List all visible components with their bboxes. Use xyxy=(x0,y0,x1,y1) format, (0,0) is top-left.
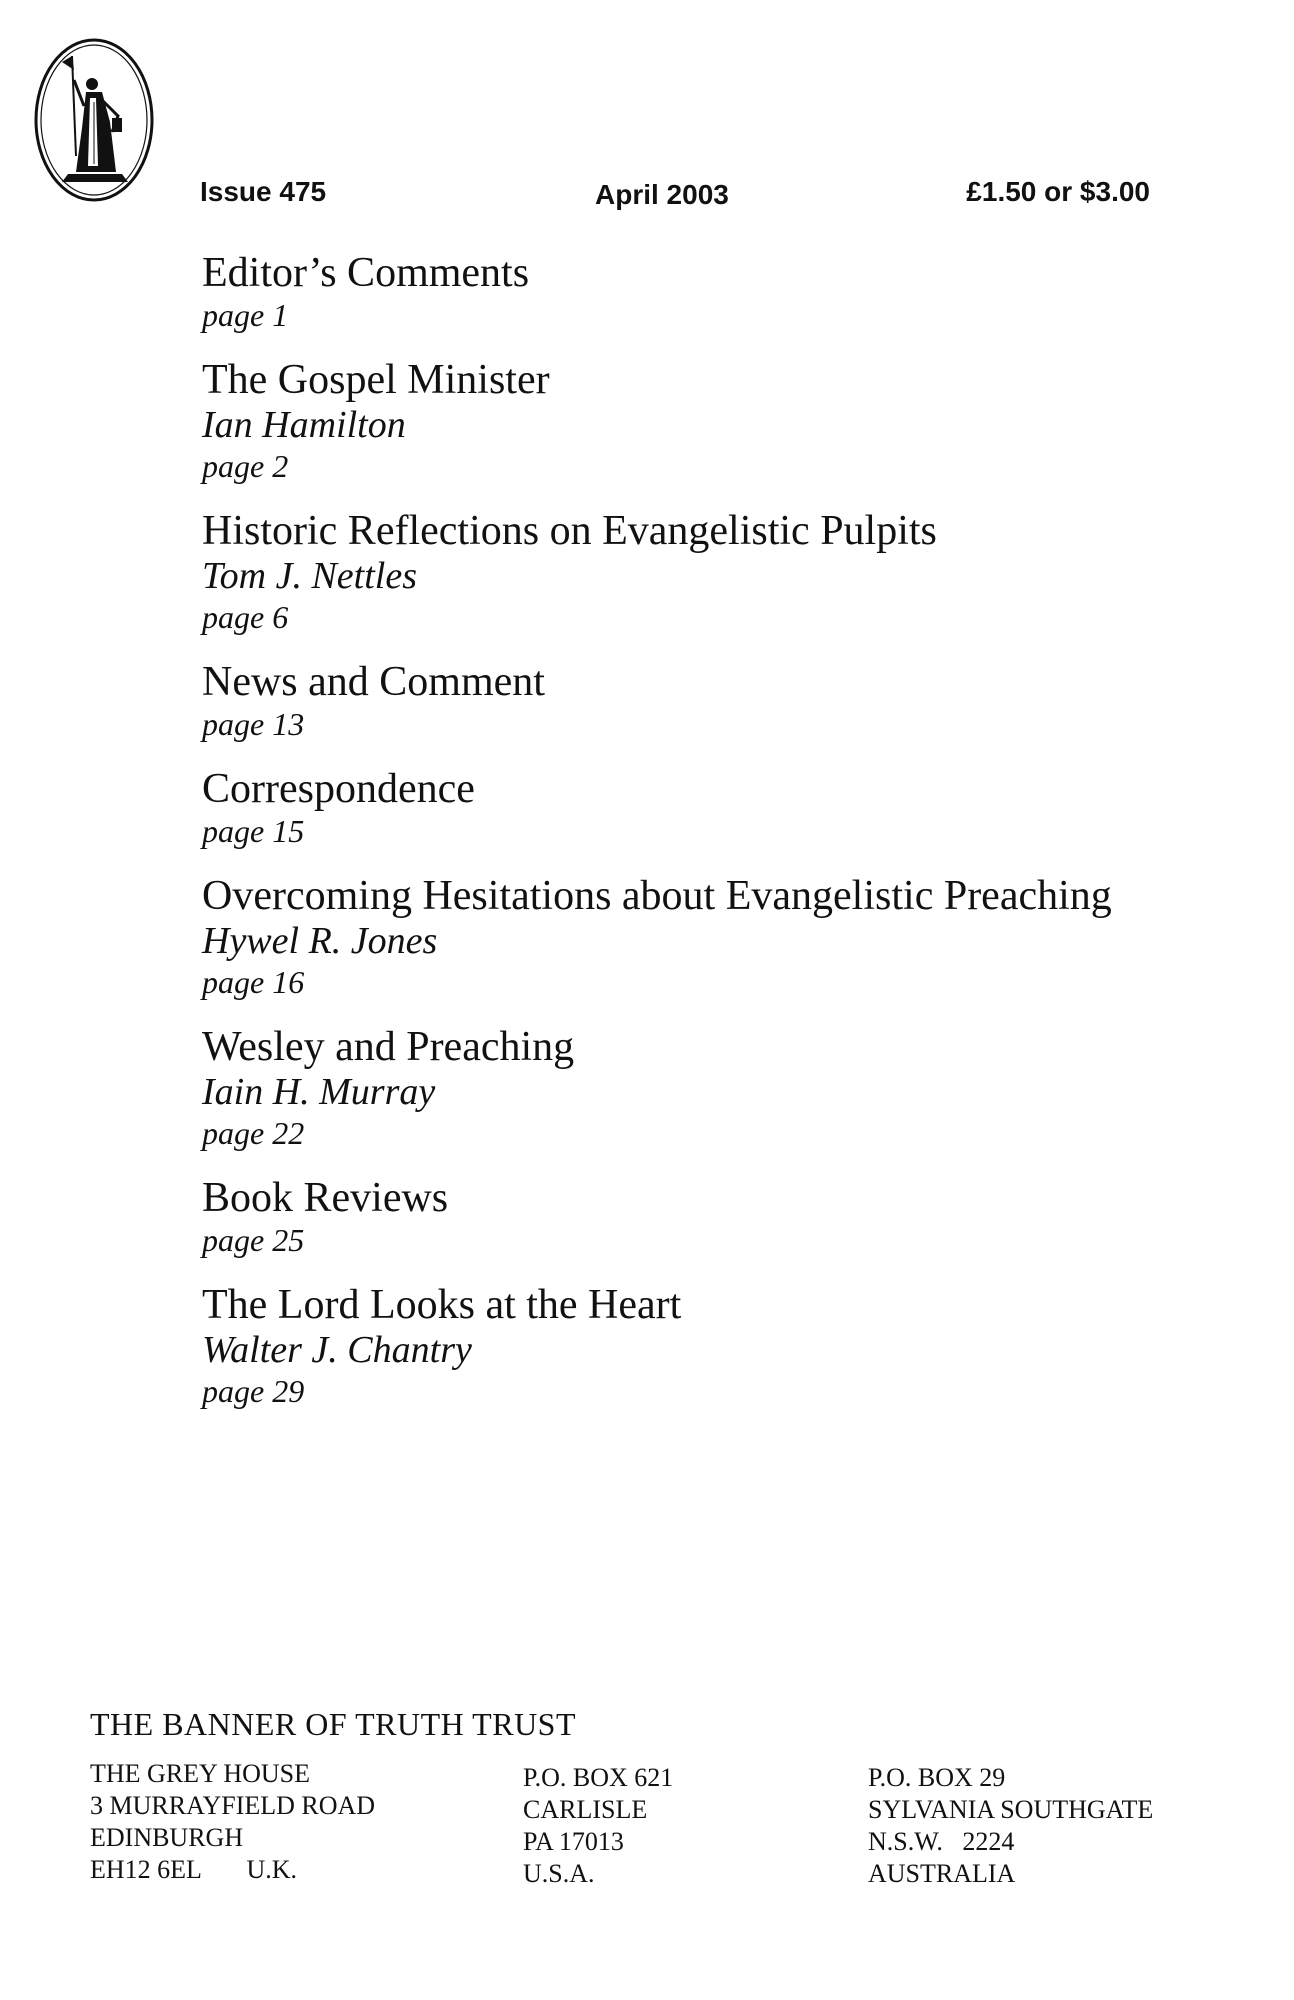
address-line: CARLISLE xyxy=(523,1795,648,1824)
address-line: U.S.A. xyxy=(523,1859,595,1888)
issue-price: £1.50 or $3.00 xyxy=(966,176,1150,207)
publisher-name: THE BANNER OF TRUTH TRUST xyxy=(90,1706,577,1742)
article-author: Walter J. Chantry xyxy=(202,1329,472,1371)
table-of-contents xyxy=(202,250,1202,1433)
article-page: page 29 xyxy=(202,1373,305,1409)
article-page: page 25 xyxy=(202,1222,305,1258)
address-line: P.O. BOX 621 xyxy=(523,1763,674,1792)
address-line: EH12 6EL U.K. xyxy=(90,1855,298,1884)
article-title: Book Reviews xyxy=(202,1175,449,1221)
article-title: Editor’s Comments xyxy=(202,250,530,296)
article-author: Ian Hamilton xyxy=(202,404,406,446)
banner-bearer-logo-icon xyxy=(32,36,156,204)
article-page: page 6 xyxy=(202,599,289,635)
article-author: Tom J. Nettles xyxy=(202,555,417,597)
address-line: N.S.W. 2224 xyxy=(868,1827,1015,1856)
issue-date: April 2003 xyxy=(595,179,729,210)
article-title: Historic Reflections on Evangelistic Pulpits xyxy=(202,508,937,554)
address-line: EDINBURGH xyxy=(90,1823,244,1852)
address-uk xyxy=(90,1758,375,1886)
toc-entry xyxy=(202,357,1202,485)
article-page: page 13 xyxy=(202,706,305,742)
address-line: PA 17013 xyxy=(523,1827,624,1856)
article-title: The Gospel Minister xyxy=(202,357,550,403)
article-title: News and Comment xyxy=(202,659,545,705)
article-page: page 1 xyxy=(202,297,289,333)
article-author: Hywel R. Jones xyxy=(202,920,438,962)
article-author: Iain H. Murray xyxy=(202,1071,436,1113)
publisher-footer xyxy=(90,1706,1270,1888)
address-line: P.O. BOX 29 xyxy=(868,1763,1006,1792)
toc-entry xyxy=(202,1282,1202,1410)
article-title: Overcoming Hesitations about Evangelistic Preaching xyxy=(202,873,1112,919)
address-usa xyxy=(523,1762,673,1890)
article-title: Correspondence xyxy=(202,766,475,812)
article-title: The Lord Looks at the Heart xyxy=(202,1282,682,1328)
toc-entry xyxy=(202,766,1202,850)
address-line: SYLVANIA SOUTHGATE xyxy=(868,1795,1154,1824)
article-page: page 15 xyxy=(202,813,305,849)
article-title: Wesley and Preaching xyxy=(202,1024,575,1070)
issue-number: Issue 475 xyxy=(200,176,327,207)
toc-entry xyxy=(202,873,1202,1001)
toc-entry xyxy=(202,1175,1202,1259)
issue-header xyxy=(200,176,1150,216)
address-line: 3 MURRAYFIELD ROAD xyxy=(90,1791,376,1820)
toc-entry xyxy=(202,659,1202,743)
toc-entry xyxy=(202,508,1202,636)
article-page: page 22 xyxy=(202,1115,305,1151)
article-page: page 2 xyxy=(202,448,289,484)
address-australia xyxy=(868,1762,1153,1890)
address-line: THE GREY HOUSE xyxy=(90,1759,311,1788)
toc-entry xyxy=(202,250,1202,334)
article-page: page 16 xyxy=(202,964,305,1000)
address-line: AUSTRALIA xyxy=(868,1859,1016,1888)
toc-entry xyxy=(202,1024,1202,1152)
